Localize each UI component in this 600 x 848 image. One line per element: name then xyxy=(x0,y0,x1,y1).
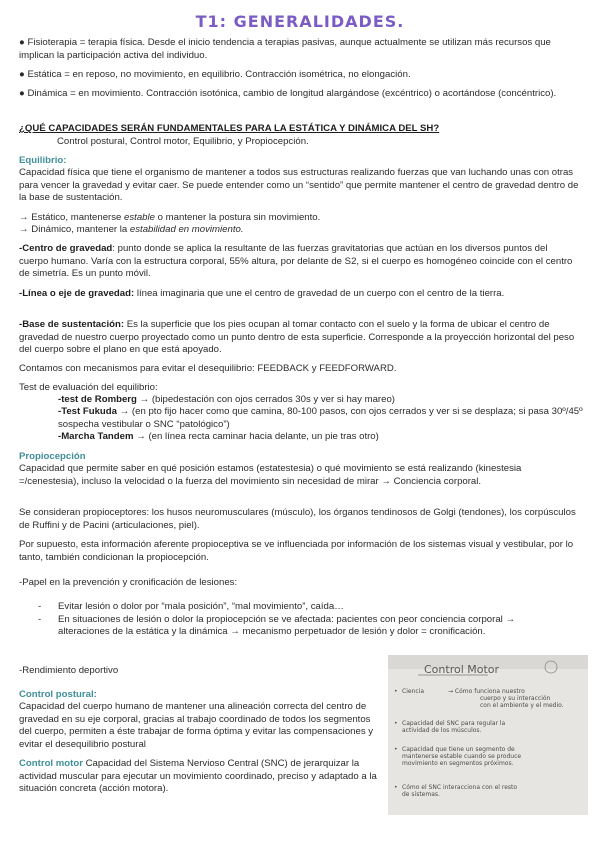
list-item-text: Evitar lesión o dolor por “mala posición”, “mal movimiento”, caída… xyxy=(58,601,344,612)
list-item xyxy=(38,614,558,639)
test-tandem xyxy=(58,431,578,444)
propiocepcion-heading: Propiocepción xyxy=(19,451,86,462)
test-romberg xyxy=(19,394,559,407)
bullet-fisioterapia: ● Fisioterapia = terapia física. Desde el inicio tendencia a terapias pasivas, aunque actualmente se utilizan más recursos que implican la participación activa del individuo. xyxy=(19,37,551,61)
estatico-text: → Estático, mantenerse xyxy=(19,212,125,223)
photo-line: • Ciencia → Cómo funciona nuestro cuerpo y su interacción con el ambiente y el medio. xyxy=(394,688,564,709)
section-heading-propiocepcion xyxy=(19,451,579,464)
papel-lesiones: -Papel en la prevención y cronificación de lesiones: xyxy=(19,577,238,588)
centro-gravedad-text: : punto donde se aplica la resultante de las fuerzas gravitatorias que actúan en los diversos puntos del cuerpo humano. Varía con la estructura corporal, 55% altura, por delante de S2, si el cuerpo es homogéneo coincide con el centro de simetría. Es un punto móvil. xyxy=(19,243,573,280)
eje-gravedad-label: -Línea o eje de gravedad: xyxy=(19,288,135,299)
question-heading: ¿QUÉ CAPACIDADES SERÁN FUNDAMENTALES PARA LA ESTÁTICA Y DINÁMICA DEL SH? xyxy=(19,123,440,134)
dinamico-emphasis: estabilidad en movimiento. xyxy=(129,224,244,235)
dash-bullet: - xyxy=(38,601,42,612)
estatico-text-end: o mantener la postura sin movimiento. xyxy=(154,212,321,223)
mecanismos: Contamos con mecanismos para evitar el desequilibrio: FEEDBACK y FEEDFORWARD. xyxy=(19,363,397,374)
propiocepcion-definition: Capacidad que permite saber en qué posición estamos (estatestesia) o qué movimiento se está realizando (kinestesia =/cenestesia), incluso la velocidad o la fuerza del movimiento sin necesidad de mirar → Conciencia corporal. xyxy=(19,463,522,487)
test-intro: Test de evaluación del equilibrio: xyxy=(19,382,158,393)
dinamico-text: → Dinámico, mantener la xyxy=(19,224,130,235)
list-item-text: En situaciones de lesión o dolor la propiocepción se ve afectada: pacientes con peor conciencia corporal → alteraciones de la estática y la dinámica → mecanismo perpetuador de lesión y dolor = cronificación. xyxy=(58,613,516,638)
bullet-estatica: ● Estática = en reposo, no movimiento, en equilibrio. Contracción isométrica, no elongación. xyxy=(19,69,411,80)
control-postural-text: Capacidad del cuerpo humano de mantener una alineación correcta del centro de gravedad en su eje corporal, gracias al trabajo coordinado de todos los segmentos del cuerpo, permiten a éste trabajar de forma óptima y evitar las compensaciones y evitar el desequilibrio postural xyxy=(19,701,374,750)
eje-gravedad xyxy=(19,288,579,301)
handwritten-notes-photo xyxy=(388,655,588,815)
bullet-dinamica: ● Dinámica = en movimiento. Contracción isotónica, cambio de longitud alargándose (excéntrico) o acortándose (concéntrico). xyxy=(19,88,557,99)
base-sustentacion-text: Es la superficie que los pies ocupan al tomar contacto con el suelo y la forma de ubicar el centro de gravedad de nuestro cuerpo proyectado como un punto dentro de esta superficie. Corresponde a la proyección horizontal del peso del cuerpo sobre el plano en que está apoyado. xyxy=(19,319,575,356)
propiocepcion-influencia: Por supuesto, esta información aferente propioceptiva se ve influenciada por información de los sistemas visual y vestibular, por lo tanto, también condicionan la propiocepción. xyxy=(19,539,574,563)
notes-photo-svg xyxy=(388,655,588,815)
equilibrio-estatico xyxy=(19,212,579,225)
base-sustentacion-label: -Base de sustentación: xyxy=(19,319,125,330)
estatico-emphasis: estable xyxy=(124,212,155,223)
photo-line: • Cómo el SNC interacciona con el resto de sistemas. xyxy=(394,784,518,798)
section-heading-control-postural xyxy=(19,689,379,702)
control-motor-heading: Control motor xyxy=(19,758,83,769)
test-fukuda xyxy=(58,406,583,431)
control-motor-text: Capacidad del Sistema Nervioso Central (SNC) de jerarquizar la actividad muscular para ejecutar un movimiento coordinado, preciso y adaptado a la situación concreta (acción motora). xyxy=(19,758,377,795)
photo-line: • Capacidad del SNC para regular la actividad de los músculos. xyxy=(394,720,506,734)
fukuda-label: -Test Fukuda xyxy=(58,406,117,417)
question-title xyxy=(19,123,579,136)
control-motor xyxy=(19,758,381,796)
romberg-text: → (bipedestación con ojos cerrados 30s y ver si hay mareo) xyxy=(136,394,395,405)
propioceptores: Se consideran propioceptores: los husos neuromusculares (músculo), los órganos tendinosos de Golgi (tendones), los corpúsculos de Ruffini y de Pacini (articulaciones, piel). xyxy=(19,507,576,531)
question-answer: Control postural, Control motor, Equilibrio, y Propiocepción. xyxy=(57,136,309,147)
dash-bullet: - xyxy=(38,613,42,625)
list-item xyxy=(38,601,558,614)
centro-gravedad xyxy=(19,243,579,281)
eje-gravedad-text: línea imaginaria que une el centro de gravedad de un cuerpo con el centro de la tierra. xyxy=(134,288,505,299)
page-title: T1: GENERALIDADES. xyxy=(195,12,405,31)
papel-list xyxy=(38,601,558,639)
fukuda-text: → (en pto fijo hacer como que camina, 80-100 pasos, con ojos cerrados y ver si se desplaza; si pasa 30º/45º sospecha vestibular o SNC “patológico”) xyxy=(58,406,583,430)
control-postural-heading: Control postural: xyxy=(19,689,97,700)
tandem-label: -Marcha Tandem xyxy=(58,431,134,442)
equilibrio-definition: Capacidad física que tiene el organismo de mantener a todos sus estructuras realizando fuerzas que van luchando unas con otras para vencer la gravedad y evitar caer. Se puede entender como un “sentido” que permite mantener el centro de gravedad dentro de la base de sustentación. xyxy=(19,167,579,204)
centro-gravedad-label: -Centro de gravedad xyxy=(19,243,113,254)
base-sustentacion xyxy=(19,319,579,357)
section-heading-equilibrio xyxy=(19,155,579,168)
photo-line: • Capacidad que tiene un segmento de mantenerse estable cuando se produce movimiento en segmentos próximos. xyxy=(394,746,522,767)
rendimiento-deportivo: -Rendimiento deportivo xyxy=(19,665,119,676)
equilibrio-dinamico xyxy=(19,224,579,237)
romberg-label: -test de Romberg xyxy=(58,394,137,405)
photo-heading: Control Motor xyxy=(424,663,500,676)
equilibrio-heading: Equilibrio: xyxy=(19,155,67,166)
tandem-text: → (en línea recta caminar hacia delante, un pie tras otro) xyxy=(133,431,379,442)
